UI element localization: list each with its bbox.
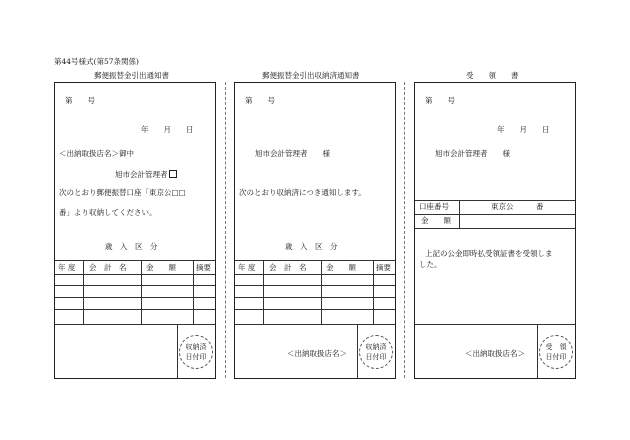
table-row (55, 309, 215, 310)
column-header-amount: 金 額 (146, 263, 176, 272)
stamp-label-bottom: 日付印 (365, 353, 387, 361)
stamp-label-bottom: 日付印 (185, 353, 207, 361)
stamp-area-divider (537, 324, 538, 378)
column-header-amount: 金 額 (326, 263, 356, 272)
receipt-date-stamp (539, 335, 573, 369)
table-border (55, 274, 215, 275)
notice2-bank-name: ＜出納取扱店名＞ (287, 349, 347, 358)
table-border (415, 200, 575, 201)
stamp-area-border (415, 324, 575, 325)
receipt-panel (414, 82, 576, 379)
stamp-label-top: 収納済 (185, 343, 207, 351)
receipt-date: 年 月 日 (497, 125, 550, 134)
receipt-title: 受 領 書 (466, 71, 519, 80)
column-header-remarks: 摘要 (196, 263, 211, 272)
notice2-number: 第 号 (245, 96, 275, 105)
notice1-addressee: ＜出納取扱店名＞御中 (59, 149, 134, 158)
notice1-sender (115, 170, 177, 179)
seal-box (169, 170, 177, 178)
notice1-date: 年 月 日 (141, 125, 194, 134)
account-number-value: 東京公 番 (491, 202, 544, 211)
receipt-number: 第 号 (425, 96, 455, 105)
notice1-body-line1: 次のとおり郵便振替口座「東京公□□ (59, 188, 186, 197)
notice1-section: 歳 入 区 分 (105, 242, 158, 251)
table-row (235, 285, 395, 286)
table-row (235, 309, 395, 310)
cut-line (225, 82, 226, 378)
column-header-account: 会 計 名 (269, 263, 307, 272)
table-border (55, 324, 215, 325)
receipt-date-stamp (359, 335, 393, 369)
column-header-year: 年 度 (238, 263, 256, 272)
table-row (55, 297, 215, 298)
form-label: 第44号様式(第57条関係) (54, 57, 139, 66)
notice1-sender-name: 旭市会計管理者 (115, 170, 168, 179)
notice2-addressee: 旭市会計管理者 様 (255, 149, 330, 158)
table-row (55, 285, 215, 286)
table-column-divider (321, 260, 322, 324)
table-border (55, 260, 215, 261)
receipt-body-line2: した。 (419, 260, 442, 269)
table-border (415, 214, 575, 215)
stamp-area-divider (177, 324, 178, 378)
receipt-body-line1: 上記の公金即時払受領証書を受領しま (425, 249, 553, 258)
notice2-panel (234, 82, 396, 379)
receipt-date-stamp (179, 335, 213, 369)
table-row (235, 297, 395, 298)
table-border (235, 274, 395, 275)
notice1-body-line2: 番」より収納してください。 (59, 208, 157, 217)
receipt-bank-name: ＜出納取扱店名＞ (465, 349, 525, 358)
table-border (235, 260, 395, 261)
notice1-number: 第 号 (65, 96, 95, 105)
receipt-addressee: 旭市会計管理者 様 (435, 149, 510, 158)
table-column-divider (459, 200, 460, 228)
stamp-area-divider (357, 324, 358, 378)
cut-line (404, 82, 405, 378)
notice1-panel (54, 82, 216, 379)
amount-label: 金 額 (421, 216, 451, 225)
stamp-label-top: 収納済 (365, 343, 387, 351)
table-column-divider (83, 260, 84, 324)
table-border (235, 324, 395, 325)
notice2-title: 郵便振替金引出収納済通知書 (262, 71, 360, 80)
table-column-divider (373, 260, 374, 324)
column-header-year: 年 度 (58, 263, 76, 272)
account-number-label: 口座番号 (419, 202, 449, 211)
stamp-label-bottom: 日付印 (545, 353, 567, 361)
stamp-label-top: 受 領 (545, 343, 567, 351)
table-column-divider (193, 260, 194, 324)
column-header-account: 会 計 名 (89, 263, 127, 272)
notice1-title: 郵便振替金引出通知書 (94, 71, 169, 80)
notice2-body: 次のとおり収納済につき通知します。 (239, 188, 366, 197)
table-border (415, 228, 575, 229)
table-column-divider (263, 260, 264, 324)
column-header-remarks: 摘要 (376, 263, 391, 272)
notice2-section: 歳 入 区 分 (285, 242, 338, 251)
table-column-divider (141, 260, 142, 324)
